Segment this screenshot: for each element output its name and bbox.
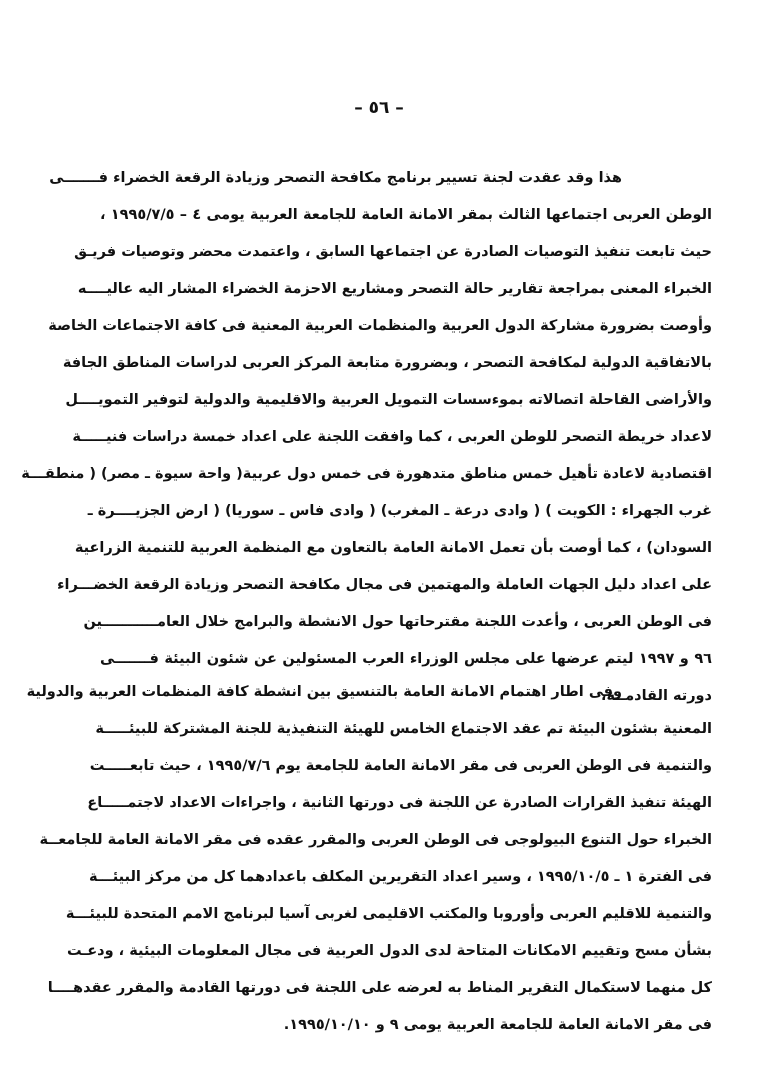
text-line: هذا وقد عقدت لجنة تسيير برنامج مكافحة التصحر وزيادة الرقعة الخضراء فـــــــى — [49, 170, 622, 186]
text-line: بالاتفاقية الدولية لمكافحة التصحر ، وبضرورة متابعة المركز العربى لدراسات المناطق الجافة — [62, 355, 712, 371]
text-line: السودان) ، كما أوصت بأن تعمل الامانة العامة بالتعاون مع المنظمة العربية للتنمية الزراعية — [74, 540, 712, 556]
text-line: الهيئة تنفيذ القرارات الصادرة عن اللجنة فى دورتها الثانية ، واجراءات الاعداد لاجتمـــــاع — [87, 795, 712, 811]
paragraph-1 — [21, 160, 713, 715]
page-number: – ٥٦ – — [354, 98, 404, 118]
paragraph-2 — [26, 674, 712, 1044]
text-line: غرب الجهراء : الكويت ) ( وادى درعة ـ المغرب) ( وادى فاس ـ سوريا) ( ارض الجزيــــرة ـ — [87, 503, 712, 519]
text-line: الخبراء حول التنوع البيولوجى فى الوطن العربى والمقرر عقده فى مقر الامانة العامة للجامعــة — [39, 832, 712, 848]
text-line: لاعداد خريطة التصحر للوطن العربى ، كما وافقت اللجنة على اعداد خمسة دراسات فنيـــــة — [72, 429, 712, 445]
text-line: والأراضى القاحلة اتصالاته بموءسسات التمويل العربية والاقليمية والدولية لتوفير التمويــــل — [65, 392, 712, 408]
text-line: الوطن العربى اجتماعها الثالث بمقر الامانة العامة للجامعة العربية يومى ٤ – ١٩٩٥/٧/٥ ، — [100, 207, 712, 223]
text-line: كل منهما لاستكمال التقرير المناط به لعرضه على اللجنة فى دورتها القادمة والمقرر عقدهــــا — [47, 980, 712, 996]
text-line: على اعداد دليل الجهات العاملة والمهتمين فى مجال مكافحة التصحر وزيادة الرقعة الخضـــراء — [57, 577, 712, 593]
text-line: اقتصادية لاعادة تأهيل خمس مناطق متدهورة فى خمس دول عربية( واحة سيوة ـ مصر) ( منطقـــة — [21, 466, 712, 482]
text-line: المعنية بشئون البيئة تم عقد الاجتماع الخامس للهيئة التنفيذية للجنة المشتركة للبيئـــــة — [95, 721, 712, 737]
text-line: وأوصت بضرورة مشاركة الدول العربية والمنظمات العربية المعنية فى كافة الاجتماعات الخاصة — [48, 318, 712, 334]
text-line: والتنمية فى الوطن العربى فى مقر الامانة العامة للجامعة يوم ١٩٩٥/٧/٦ ، حيث تابعـــــت — [89, 758, 712, 774]
text-line: ٩٦ و ١٩٩٧ ليتم عرضها على مجلس الوزراء العرب المسئولين عن شئون البيئة فـــــــى — [100, 651, 713, 667]
text-line: وفى اطار اهتمام الامانة العامة بالتنسيق بين انشطة كافة المنظمات العربية والدولية — [26, 684, 622, 700]
text-line: الخبراء المعنى بمراجعة تقارير حالة التصحر ومشاريع الاحزمة الخضراء المشار اليه عاليــــه — [77, 281, 712, 297]
text-line: بشأن مسح وتقييم الامكانات المتاحة لدى الدول العربية فى مجال المعلومات البيئية ، ودعـت — [66, 943, 712, 959]
text-line: حيث تابعت تنفيذ التوصيات الصادرة عن اجتماعها السابق ، واعتمدت محضر وتوصيات فريـق — [74, 244, 712, 260]
text-line: فى مقر الامانة العامة للجامعة العربية يومى ٩ و ١٩٩٥/١٠/١٠. — [283, 1017, 712, 1033]
text-line: فى الفترة ١ ـ ١٩٩٥/١٠/٥ ، وسير اعداد التقريرين المكلف باعدادهما كل من مركز البيئـــة — [89, 869, 712, 885]
text-line: فى الوطن العربى ، وأعدت اللجنة مقترحاتها حول الانشطة والبرامج خلال العامـــــــــــين — [83, 614, 712, 630]
text-line: دورته القادمــة، — [600, 688, 712, 704]
text-line: والتنمية للاقليم العربى وأوروبا والمكتب الاقليمى لغربى آسيا لبرنامج الامم المتحدة للبيئـــة — [65, 906, 712, 922]
